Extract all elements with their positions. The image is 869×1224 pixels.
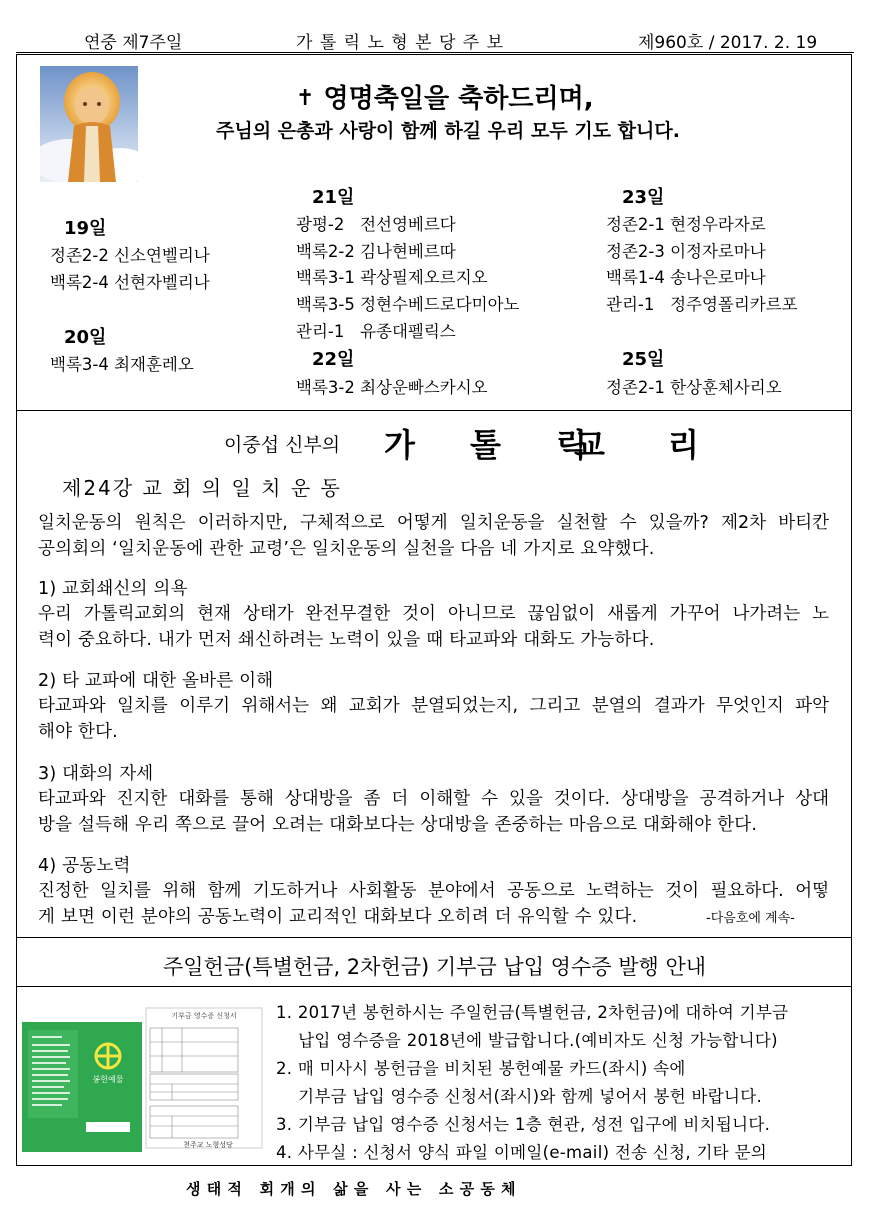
catechism-title: 가 톨 릭	[384, 426, 610, 464]
paragraph-line: 공의회의 ‘일치운동에 관한 교령’은 일치운동의 실천을 다음 네 가지로 요약했다.	[38, 539, 655, 559]
feast-entry: 정존2-1 한상훈체사리오	[606, 378, 782, 397]
feast-entry: 정존2-2 신소연벨리나	[50, 246, 210, 265]
feast-entry: 관리-1 유종대펠릭스	[296, 322, 456, 341]
celebration-title: ✝ 영명축일을 축하드리며,	[296, 84, 594, 114]
feast-entry: 정존2-3 이정자로마나	[606, 242, 766, 261]
feast-entry: 백록3-4 최재훈레오	[50, 355, 194, 374]
section-divider	[16, 986, 852, 987]
celebration-subtitle: 주님의 은총과 사랑이 함께 하길 우리 모두 기도 합니다.	[216, 120, 680, 142]
header-title: 가 톨 릭 노 형 본 당 주 보	[296, 33, 505, 53]
header-rule	[16, 52, 854, 53]
point-heading: 1) 교회쇄신의 의욕	[38, 579, 188, 599]
paragraph-line: 우리 가톨릭교회의 현재 상태가 완전무결한 것이 아니므로 끊임없이 새롭게 가꾸어 나가려는 노	[38, 604, 829, 624]
notice-item: 2. 매 미사시 봉헌금을 비치된 봉헌예물 카드(좌시) 속에	[276, 1059, 686, 1078]
point-heading: 4) 공동노력	[38, 856, 131, 876]
header-season: 연중 제7주일	[84, 33, 183, 53]
feast-entry: 백록3-1 곽상필제오르지오	[296, 268, 488, 287]
point-heading: 3) 대화의 자세	[38, 764, 154, 784]
notice-item: 납입 영수증을 2018년에 발급합니다.(예비자도 신청 가능합니다)	[276, 1031, 778, 1050]
paragraph-line: 방을 설득해 우리 쪽으로 끌어 오려는 대화보다는 상대방을 존중하는 마음으로 대화해야 한다.	[38, 815, 758, 835]
paragraph-line: 진정한 일치를 위해 함께 기도하거나 사회활동 분야에서 공동으로 노력하는 것이 필요하다. 어떻	[38, 881, 829, 901]
lecture-title: 제24강 교 회 의 일 치 운 동	[62, 476, 342, 500]
notice-item: 1. 2017년 봉헌하시는 주일헌금(특별헌금, 2차헌금)에 대하여 기부금	[276, 1003, 789, 1022]
feast-entry: 백록3-5 정현수베드로다미아노	[296, 295, 520, 314]
receipt-title: 주일헌금(특별헌금, 2차헌금) 기부금 납입 영수증 발행 안내	[162, 955, 707, 979]
section-divider	[16, 937, 852, 938]
card-label: 봉헌예물	[92, 1075, 124, 1084]
header-issue: 제960호 / 2017. 2. 19	[638, 33, 818, 53]
continued-note: -다음호에 계속-	[706, 911, 795, 926]
feast-day-heading: 23일	[622, 187, 665, 208]
feast-day-heading: 19일	[64, 218, 107, 239]
cross-icon: ✝	[296, 86, 315, 111]
catechism-title: 교 리	[574, 426, 725, 464]
notice-item: 3. 기부금 납입 영수증 신청서는 1층 현관, 성전 입구에 비치됩니다.	[276, 1115, 771, 1134]
paragraph-line: 일치운동의 원칙은 이러하지만, 구체적으로 어떻게 일치운동을 실천할 수 있을까? 제2차 바티칸	[38, 513, 829, 533]
receipt-form-image	[22, 1004, 268, 1152]
notice-item: 4. 사무실 : 신청서 양식 파일 이메일(e-mail) 전송 신청, 기타 문의	[276, 1143, 767, 1162]
parish-name: 천주교 노형성당	[183, 1141, 233, 1149]
feast-entry: 광평-2 전선영베르다	[296, 215, 456, 234]
paragraph-line: 게 보면 이런 분야의 공동노력이 교리적인 대화보다 오히려 더 유익할 수 있다.	[38, 907, 638, 927]
paragraph-line: 타교파와 일치를 이루기 위해서는 왜 교회가 분열되었는지, 그리고 분열의 결과가 무엇인지 파악	[38, 696, 829, 716]
paragraph-line: 해야 한다.	[38, 722, 118, 742]
feast-entry: 백록3-2 최상운빠스카시오	[296, 378, 488, 397]
footer-slogan: 생 태 적 회 개 의 삶 을 사 는 소 공 동 체	[186, 1180, 517, 1198]
paragraph-line: 타교파와 진지한 대화를 통해 상대방을 좀 더 이해할 수 있을 것이다. 상대방을 공격하거나 상대	[38, 789, 829, 809]
feast-day-heading: 21일	[312, 187, 355, 208]
feast-entry: 관리-1 정주영폴리카르포	[606, 295, 798, 314]
form-title: 기부금 영수증 신청서	[171, 1012, 237, 1020]
feast-entry: 백록1-4 송나은로마나	[606, 268, 766, 287]
catechism-author: 이중섭 신부의	[224, 434, 341, 456]
notice-item: 기부금 납입 영수증 신청서(좌시)와 함께 넣어서 봉헌 바랍니다.	[276, 1087, 762, 1106]
feast-day-heading: 22일	[312, 349, 355, 370]
feast-entry: 정존2-1 현정우라자로	[606, 215, 766, 234]
section-divider	[16, 410, 852, 411]
feast-day-heading: 25일	[622, 349, 665, 370]
paragraph-line: 력이 중요하다. 내가 먼저 쇄신하려는 노력이 있을 때 타교파와 대화도 가능하다.	[38, 630, 655, 650]
feast-day-heading: 20일	[64, 327, 107, 348]
feast-entry: 백록2-4 선현자벨리나	[50, 273, 210, 292]
point-heading: 2) 타 교파에 대한 올바른 이해	[38, 671, 274, 691]
feast-entry: 백록2-2 김나현베르따	[296, 242, 456, 261]
saint-image	[40, 66, 138, 182]
